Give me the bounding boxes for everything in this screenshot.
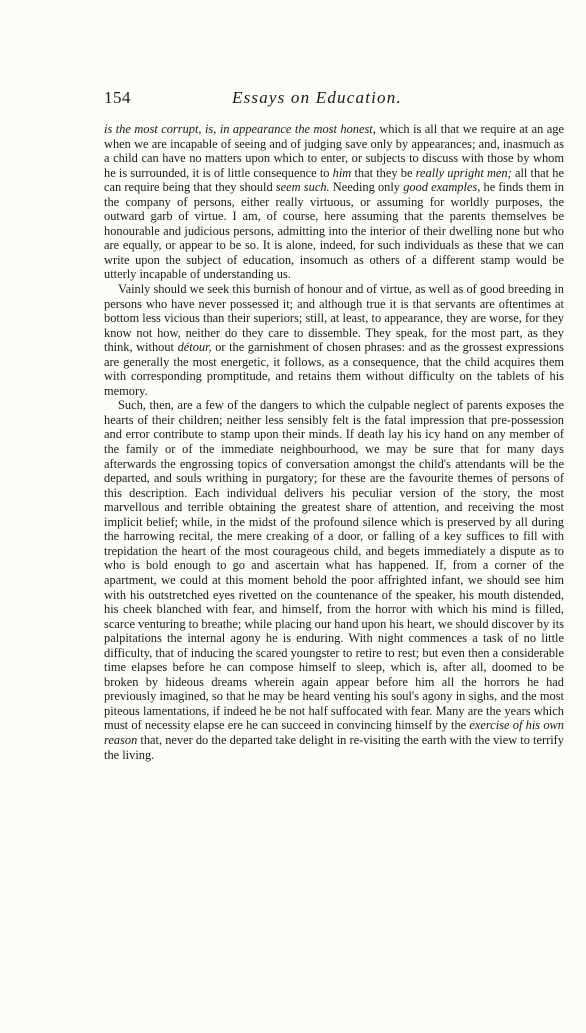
paragraph-1 (104, 122, 564, 282)
italic-text: good examples, (403, 180, 481, 195)
paragraph-3 (104, 398, 564, 762)
text-run: that, never do the departed take delight in re-visiting the earth with the view to terrify the living. (104, 732, 564, 762)
italic-text: is the most corrupt, is, in appearance the most honest, (104, 122, 376, 136)
text-run: which is all that we require at an age when we are incapable of seeing and of judging save only by appearances; and, inasmuch as a child can have no matters upon which to enter, or subjects to discuss with those by whom he is surrounded, it is of little consequence to (104, 122, 564, 180)
page-header (104, 88, 564, 110)
italic-text: seem such. (275, 180, 330, 195)
italic-text: détour, (177, 340, 212, 355)
text-run: Needing only (329, 180, 404, 195)
text-run: all that he can require being that they should (104, 165, 564, 195)
italic-text: exercise of his own reason (104, 718, 564, 747)
text-run: Such, then, are a few of the dangers to which the culpable neglect of parents exposes the hearts of their children; neither less sensibly felt is the fatal impression that pre-possession and error contribute to stamp upon their minds. If death lay his icy hand on any member of the family or of the immediate neighbourhood, we may be sure that for many days afterwards the engrossing topics of conversation amongst the child's attendants will be the departed, and souls writhing in purgatory; for these are the favourite themes of persons of this description. Each individual delivers his peculiar version of the story, the most marvellous and terrible obtaining the greatest share of attention, and receiving the most implicit belief; while, in the midst of the profound silence which is preserved by all during the harrowing recital, the mere creaking of a door, or falling of a key suffices to fill with trepidation the heart of the most courageous child, and begets immediately a dispute as to who is bold enough to go and ascertain what has happened. If, from a corner of the apartment, we could at this moment behold the poor affrighted infant, we should see him with his outstretched eyes rivetted on the countenance of the speaker, his mouth distended, his cheek blanched with fear, and himself, from the horror with which his mind is filled, scarce venturing to breathe; while placing our hand upon his heart, we should discover by its palpitations the internal agony he is enduring. With night commences a task of no little difficulty, that of inducing the scared youngster to retire to rest; but even then a considerable time elapses before he can compose himself to sleep, which is, after all, doomed to be broken by hideous dreams wherein again appear before him all the horrors he had previously imagined, so that he may be heard venting his soul's agony in sighs, and the most piteous lamentations, if indeed he be not half suffocated with fear. Many are the years which must of necessity elapse ere he can succeed in convincing himself by the (104, 398, 564, 733)
text-run: that they be (351, 165, 416, 180)
text-run: he finds them in the company of persons, either really virtuous, or assuming for worldly purposes, the outward garb of virtue. I am, of course, here assuming that the parents themselves be honourable and judicious persons, admitting into the interior of their dwelling none but who are equally, or appear to be so. It is alone, indeed, for such individuals as these that we can write upon the subject of education, insomuch as others of a different stamp would be utterly incapable of understanding us. (104, 180, 564, 282)
italic-text: really upright men; (415, 165, 512, 180)
body-text (104, 122, 564, 762)
text-run: or the garnishment of chosen phrases: and as the grossest expressions are generally the most energetic, it follows, as a consequence, that the child acquires them with corresponding promptitude, and retains them without difficulty on the tablets of his memory. (104, 340, 564, 398)
page-number: 154 (104, 88, 131, 107)
paragraph-2 (104, 282, 564, 398)
italic-text: him (332, 165, 352, 180)
text-run: Vainly should we seek this burnish of honour and of virtue, as well as of good breeding in persons who have never possessed it; and although true it is that servants are oftentimes at bottom less vicious than their superiors; still, at least, to appearance, they are worse, for they know not how, neither do they care to dissemble. They speak, for the most part, as they think, without (104, 282, 564, 355)
running-head: Essays on Education. (232, 88, 402, 107)
